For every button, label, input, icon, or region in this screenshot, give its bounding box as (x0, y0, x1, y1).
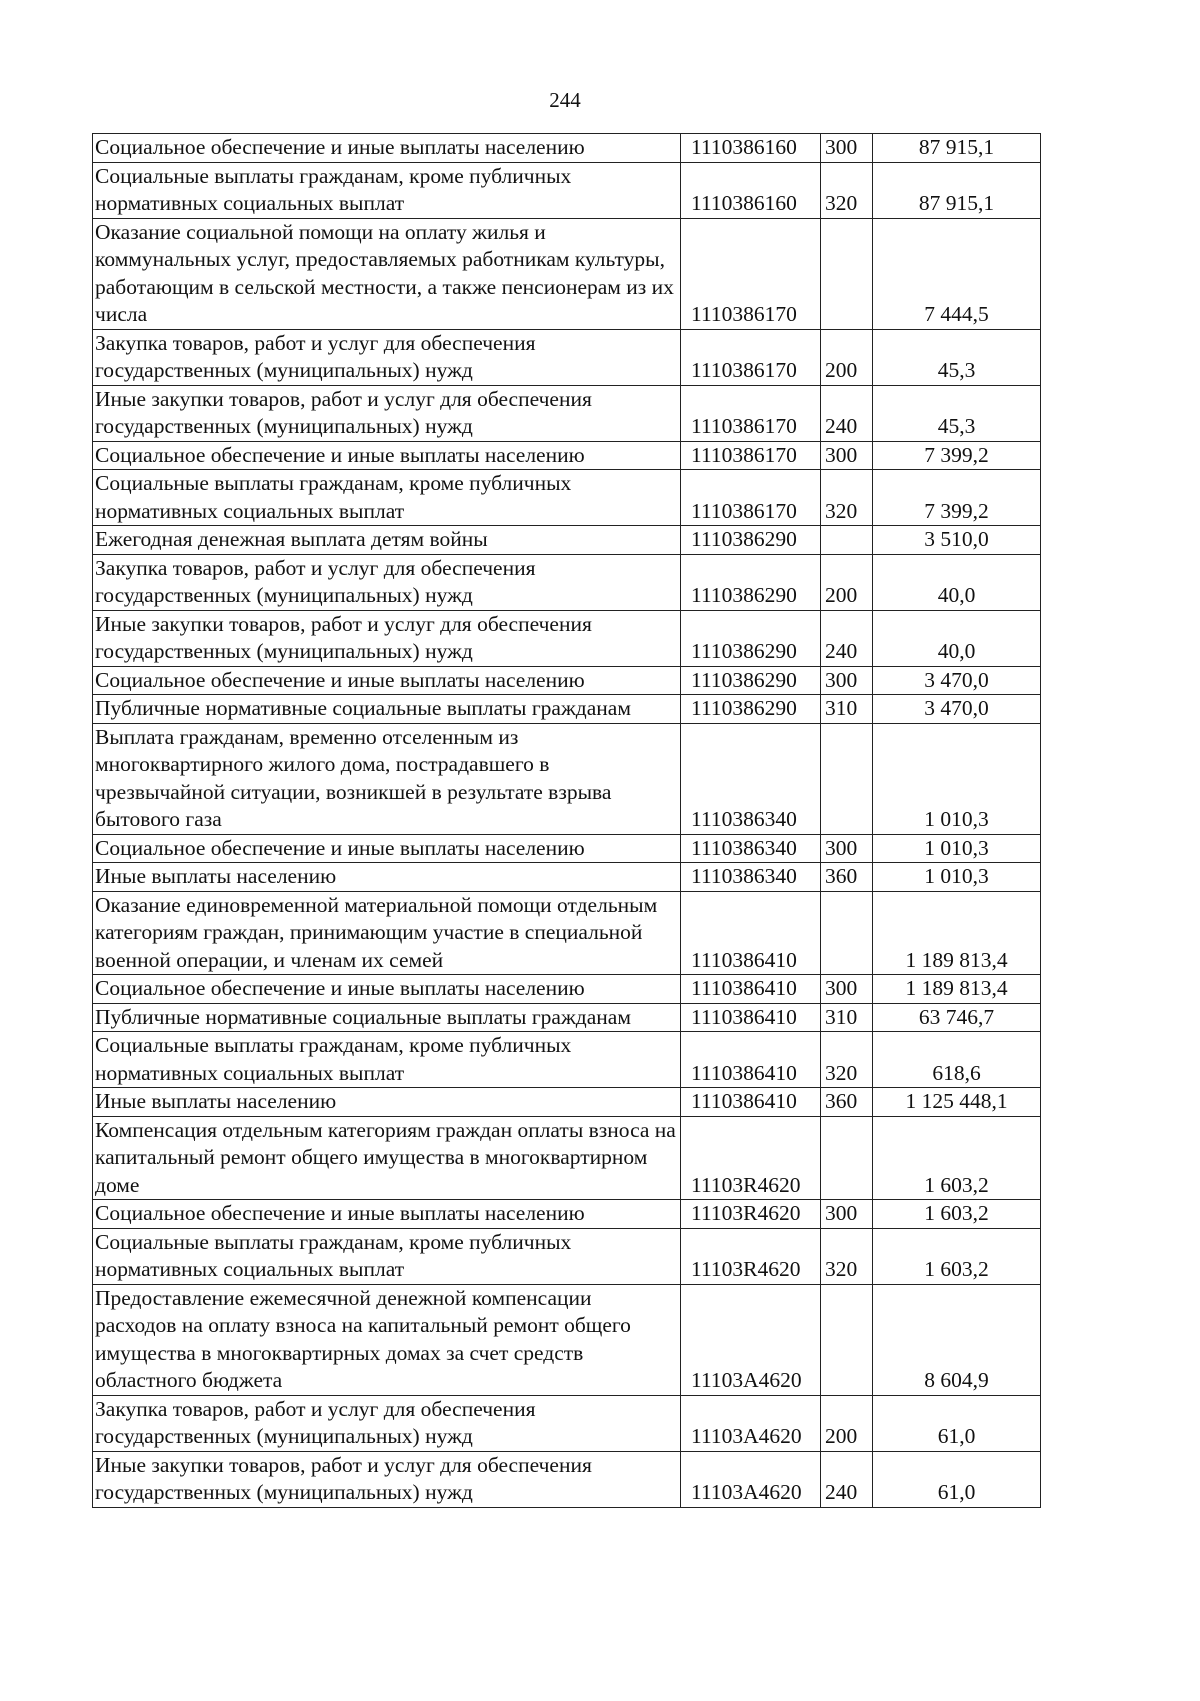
row-expense-type: 240 (821, 1451, 873, 1507)
row-expense-type: 200 (821, 329, 873, 385)
row-amount: 1 010,3 (873, 863, 1041, 892)
row-description: Социальные выплаты гражданам, кроме публичных нормативных социальных выплат (93, 1228, 681, 1284)
row-expense-type: 240 (821, 610, 873, 666)
table-row (93, 1395, 1041, 1451)
row-expense-type (821, 1284, 873, 1395)
row-expense-type (821, 891, 873, 975)
row-amount: 87 915,1 (873, 134, 1041, 163)
table-row (93, 834, 1041, 863)
row-amount: 1 603,2 (873, 1228, 1041, 1284)
table-row (93, 1116, 1041, 1200)
row-description: Оказание социальной помощи на оплату жилья и коммунальных услуг, предоставляемых работникам культуры, работающим в сельской местности, а также пенсионерам из их числа (93, 218, 681, 329)
row-amount: 1 125 448,1 (873, 1088, 1041, 1117)
row-expense-type (821, 1116, 873, 1200)
table-row (93, 1228, 1041, 1284)
row-target-code: 1110386290 (681, 695, 821, 724)
row-amount: 61,0 (873, 1395, 1041, 1451)
row-amount: 45,3 (873, 385, 1041, 441)
row-description: Иные закупки товаров, работ и услуг для обеспечения государственных (муниципальных) нужд (93, 385, 681, 441)
row-expense-type (821, 526, 873, 555)
row-amount: 3 470,0 (873, 695, 1041, 724)
row-target-code: 1110386340 (681, 834, 821, 863)
row-expense-type: 320 (821, 1228, 873, 1284)
row-amount: 1 010,3 (873, 834, 1041, 863)
row-expense-type: 300 (821, 975, 873, 1004)
row-description: Компенсация отдельным категориям граждан оплаты взноса на капитальный ремонт общего имущества в многоквартирном доме (93, 1116, 681, 1200)
row-target-code: 11103A4620 (681, 1395, 821, 1451)
row-target-code: 1110386290 (681, 526, 821, 555)
row-description: Социальные выплаты гражданам, кроме публичных нормативных социальных выплат (93, 162, 681, 218)
row-amount: 618,6 (873, 1032, 1041, 1088)
table-row (93, 385, 1041, 441)
row-description: Иные выплаты населению (93, 863, 681, 892)
table-row (93, 218, 1041, 329)
row-amount: 3 470,0 (873, 666, 1041, 695)
row-expense-type: 360 (821, 863, 873, 892)
table-row (93, 1284, 1041, 1395)
row-description: Выплата гражданам, временно отселенным из многоквартирного жилого дома, пострадавшего в чрезвычайной ситуации, возникшей в результате взрыва бытового газа (93, 723, 681, 834)
table-row (93, 891, 1041, 975)
table-row (93, 470, 1041, 526)
row-amount: 7 399,2 (873, 470, 1041, 526)
row-description: Социальные выплаты гражданам, кроме публичных нормативных социальных выплат (93, 470, 681, 526)
row-target-code: 11103R4620 (681, 1116, 821, 1200)
table-row (93, 666, 1041, 695)
row-description: Социальное обеспечение и иные выплаты населению (93, 975, 681, 1004)
row-target-code: 1110386170 (681, 329, 821, 385)
row-description: Иные закупки товаров, работ и услуг для обеспечения государственных (муниципальных) нужд (93, 1451, 681, 1507)
row-expense-type: 310 (821, 1003, 873, 1032)
row-target-code: 1110386290 (681, 554, 821, 610)
row-description: Закупка товаров, работ и услуг для обеспечения государственных (муниципальных) нужд (93, 1395, 681, 1451)
row-amount: 45,3 (873, 329, 1041, 385)
row-description: Оказание единовременной материальной помощи отдельным категориям граждан, принимающим участие в специальной военной операции, и членам их семей (93, 891, 681, 975)
row-target-code: 1110386340 (681, 863, 821, 892)
row-amount: 1 603,2 (873, 1116, 1041, 1200)
row-expense-type: 300 (821, 134, 873, 163)
table-row (93, 975, 1041, 1004)
row-description: Предоставление ежемесячной денежной компенсации расходов на оплату взноса на капитальный ремонт общего имущества в многоквартирных домах за счет средств областного бюджета (93, 1284, 681, 1395)
row-expense-type (821, 218, 873, 329)
row-amount: 40,0 (873, 554, 1041, 610)
row-amount: 1 010,3 (873, 723, 1041, 834)
row-description: Иные закупки товаров, работ и услуг для обеспечения государственных (муниципальных) нужд (93, 610, 681, 666)
table-row (93, 695, 1041, 724)
row-expense-type: 200 (821, 1395, 873, 1451)
budget-table (92, 133, 1041, 1508)
row-description: Социальные выплаты гражданам, кроме публичных нормативных социальных выплат (93, 1032, 681, 1088)
table-row (93, 329, 1041, 385)
row-description: Публичные нормативные социальные выплаты гражданам (93, 1003, 681, 1032)
row-target-code: 1110386160 (681, 134, 821, 163)
table-row (93, 863, 1041, 892)
row-target-code: 1110386160 (681, 162, 821, 218)
row-description: Публичные нормативные социальные выплаты гражданам (93, 695, 681, 724)
table-row (93, 1088, 1041, 1117)
row-description: Социальное обеспечение и иные выплаты населению (93, 134, 681, 163)
table-body (93, 134, 1041, 1508)
row-target-code: 1110386170 (681, 470, 821, 526)
row-expense-type: 320 (821, 470, 873, 526)
row-description: Ежегодная денежная выплата детям войны (93, 526, 681, 555)
row-amount: 1 603,2 (873, 1200, 1041, 1229)
row-amount: 40,0 (873, 610, 1041, 666)
row-expense-type: 320 (821, 162, 873, 218)
row-target-code: 1110386410 (681, 1088, 821, 1117)
row-expense-type: 300 (821, 1200, 873, 1229)
row-expense-type: 320 (821, 1032, 873, 1088)
row-target-code: 1110386410 (681, 1003, 821, 1032)
row-expense-type: 240 (821, 385, 873, 441)
row-amount: 61,0 (873, 1451, 1041, 1507)
row-amount: 7 399,2 (873, 441, 1041, 470)
row-description: Социальное обеспечение и иные выплаты населению (93, 1200, 681, 1229)
row-target-code: 11103A4620 (681, 1284, 821, 1395)
row-target-code: 1110386410 (681, 891, 821, 975)
row-description: Иные выплаты населению (93, 1088, 681, 1117)
row-expense-type (821, 723, 873, 834)
row-target-code: 1110386340 (681, 723, 821, 834)
row-description: Закупка товаров, работ и услуг для обеспечения государственных (муниципальных) нужд (93, 554, 681, 610)
table-row (93, 554, 1041, 610)
table-row (93, 1032, 1041, 1088)
row-expense-type: 200 (821, 554, 873, 610)
table-row (93, 1451, 1041, 1507)
row-amount: 1 189 813,4 (873, 891, 1041, 975)
table-row (93, 1003, 1041, 1032)
row-amount: 1 189 813,4 (873, 975, 1041, 1004)
row-description: Социальное обеспечение и иные выплаты населению (93, 441, 681, 470)
row-expense-type: 300 (821, 666, 873, 695)
table-row (93, 723, 1041, 834)
row-target-code: 1110386410 (681, 1032, 821, 1088)
row-description: Закупка товаров, работ и услуг для обеспечения государственных (муниципальных) нужд (93, 329, 681, 385)
row-expense-type: 300 (821, 441, 873, 470)
row-amount: 8 604,9 (873, 1284, 1041, 1395)
row-expense-type: 360 (821, 1088, 873, 1117)
table-row (93, 526, 1041, 555)
row-target-code: 1110386170 (681, 385, 821, 441)
table-row (93, 134, 1041, 163)
row-target-code: 1110386170 (681, 218, 821, 329)
row-amount: 3 510,0 (873, 526, 1041, 555)
table-row (93, 441, 1041, 470)
row-target-code: 1110386170 (681, 441, 821, 470)
row-description: Социальное обеспечение и иные выплаты населению (93, 666, 681, 695)
row-expense-type: 300 (821, 834, 873, 863)
row-expense-type: 310 (821, 695, 873, 724)
row-target-code: 1110386290 (681, 666, 821, 695)
row-description: Социальное обеспечение и иные выплаты населению (93, 834, 681, 863)
row-target-code: 1110386290 (681, 610, 821, 666)
row-target-code: 1110386410 (681, 975, 821, 1004)
table-row (93, 1200, 1041, 1229)
row-amount: 63 746,7 (873, 1003, 1041, 1032)
row-amount: 87 915,1 (873, 162, 1041, 218)
row-target-code: 11103A4620 (681, 1451, 821, 1507)
row-target-code: 11103R4620 (681, 1228, 821, 1284)
table-row (93, 162, 1041, 218)
page-number: 244 (549, 88, 581, 112)
row-amount: 7 444,5 (873, 218, 1041, 329)
table-row (93, 610, 1041, 666)
row-target-code: 11103R4620 (681, 1200, 821, 1229)
